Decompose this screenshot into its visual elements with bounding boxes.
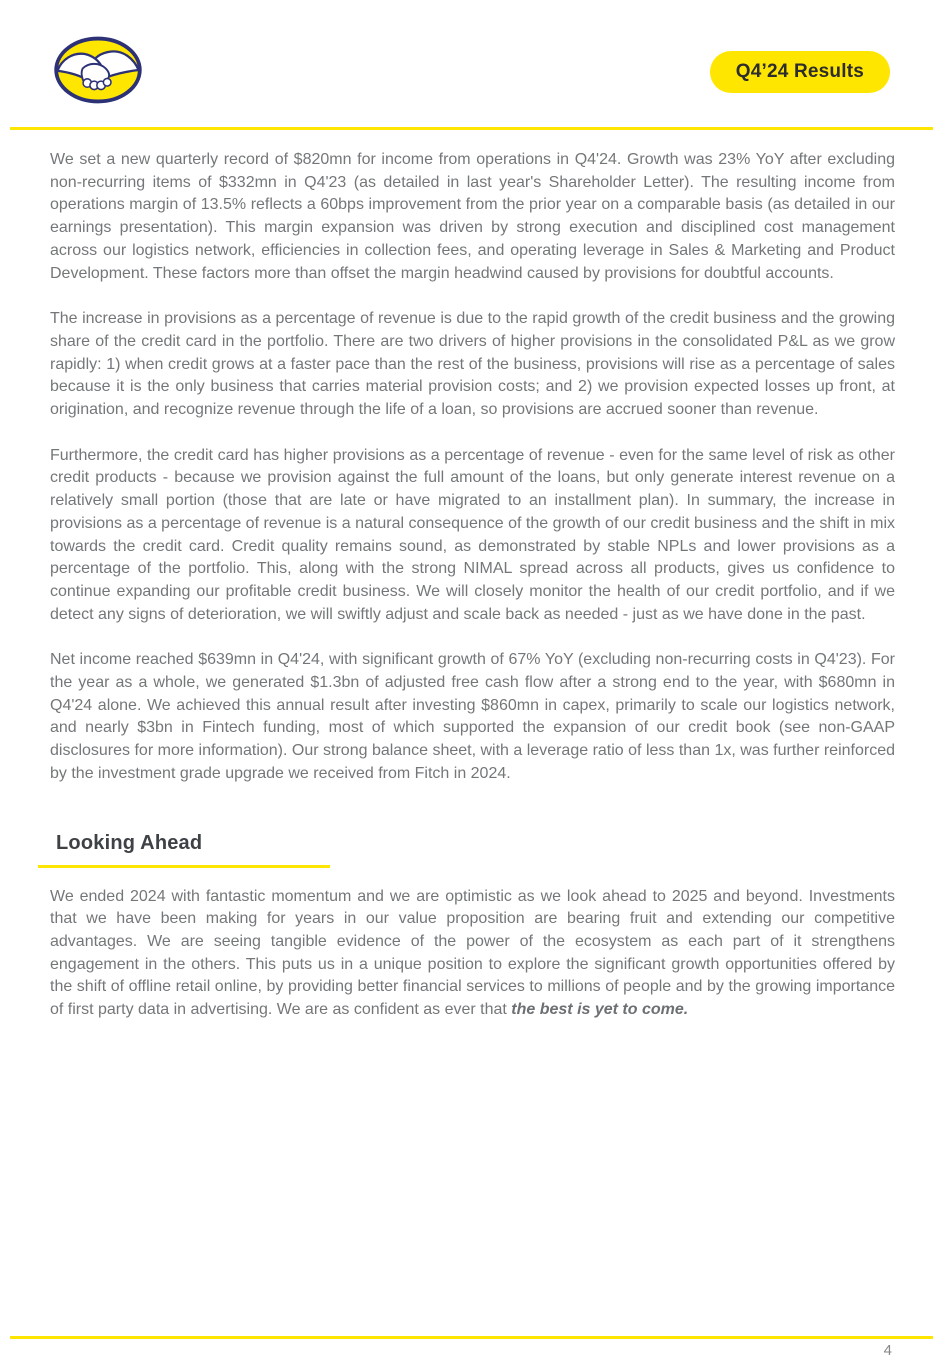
paragraph-operations-record: We set a new quarterly record of $820mn for income from operations in Q4'24. Growth was 23% YoY after excluding non-recurring items of $332mn in Q4'23 (as detailed in last year's Shareholder Letter). The resulting income from operations margin of 13.5% reflects a 60bps improvement from the prior year on a comparable basis (as detailed in our earnings presentation). This margin expansion was driven by strong execution and disciplined cost management across our logistics network, efficiencies in collection fees, and operating leverage in Sales & Marketing and Product Development. These factors more than offset the margin headwind caused by provisions for doubtful accounts. [50,151,895,282]
quarter-results-badge: Q4’24 Results [710,51,890,93]
paragraph-closing [50,886,895,1022]
letter-body [0,130,945,1022]
mercadolibre-handshake-icon [52,34,144,106]
page-footer [0,1336,945,1361]
closing-emphasis: the best is yet to come. [511,1001,689,1019]
heading-underline [38,865,330,868]
footer-divider [10,1336,933,1339]
section-heading-looking-ahead: Looking Ahead [56,831,203,854]
closing-text: We ended 2024 with fantastic momentum and we are optimistic as we look ahead to 2025 and beyond. Investments that we have been making for years in our value proposition are bearing fruit and extending our competitive advantages. We are seeing tangible evidence of the power of the ecosystem as each part of it strengthens engagement in the others. This puts us in a unique position to explore the significant growth opportunities offered by the shift of offline retail online, by providing better financial services to millions of people and by the growing importance of first party data in advertising. We are as confident as ever that [50,887,895,1019]
page-header [0,0,945,127]
paragraph-net-income: Net income reached $639mn in Q4'24, with significant growth of 67% YoY (excluding non-recurring costs in Q4'23). For the year as a whole, we generated $1.3bn of adjusted free cash flow after a strong end to the year, with $680mn in Q4'24 alone. We achieved this annual result after investing $860mn in capex, primarily to scale our logistics network, and nearly $3bn in Fintech funding, most of which supported the expansion of our credit book (see non-GAAP disclosures for more information). Our strong balance sheet, with a leverage ratio of less than 1x, was further reinforced by the investment grade upgrade we received from Fitch in 2024. [50,651,895,782]
paragraph-credit-card-provisions: Furthermore, the credit card has higher provisions as a percentage of revenue - even for the same level of risk as other credit products - because we provision against the full amount of the loans, but only generate interest revenue on a relatively small portion (those that are late or have migrated to an installment plan). In summary, the increase in provisions as a percentage of revenue is a natural consequence of the growth of our credit business and the shift in mix towards the credit card. Credit quality remains sound, as demonstrated by stable NPLs and lower provisions as a percentage of the portfolio. This, along with the strong NIMAL spread across all products, gives us confidence to continue expanding our profitable credit business. We will closely monitor the health of our credit portfolio, and if we detect any signs of deterioration, we will swiftly adjust and scale back as needed - just as we have done in the past. [50,446,895,623]
paragraph-provisions-drivers: The increase in provisions as a percentage of revenue is due to the rapid growth of the credit business and the growing share of the credit card in the portfolio. There are two drivers of higher provisions in the consolidated P&L as we grow rapidly: 1) when credit grows at a faster pace than the rest of the business, provisions will rise as a percentage of sales because it is the only business that carries material provision costs; and 2) we provision expected losses up front, at origination, and recognize revenue through the life of a loan, so provisions are accrued sooner than revenue. [50,310,895,419]
page-number: 4 [883,1342,892,1359]
